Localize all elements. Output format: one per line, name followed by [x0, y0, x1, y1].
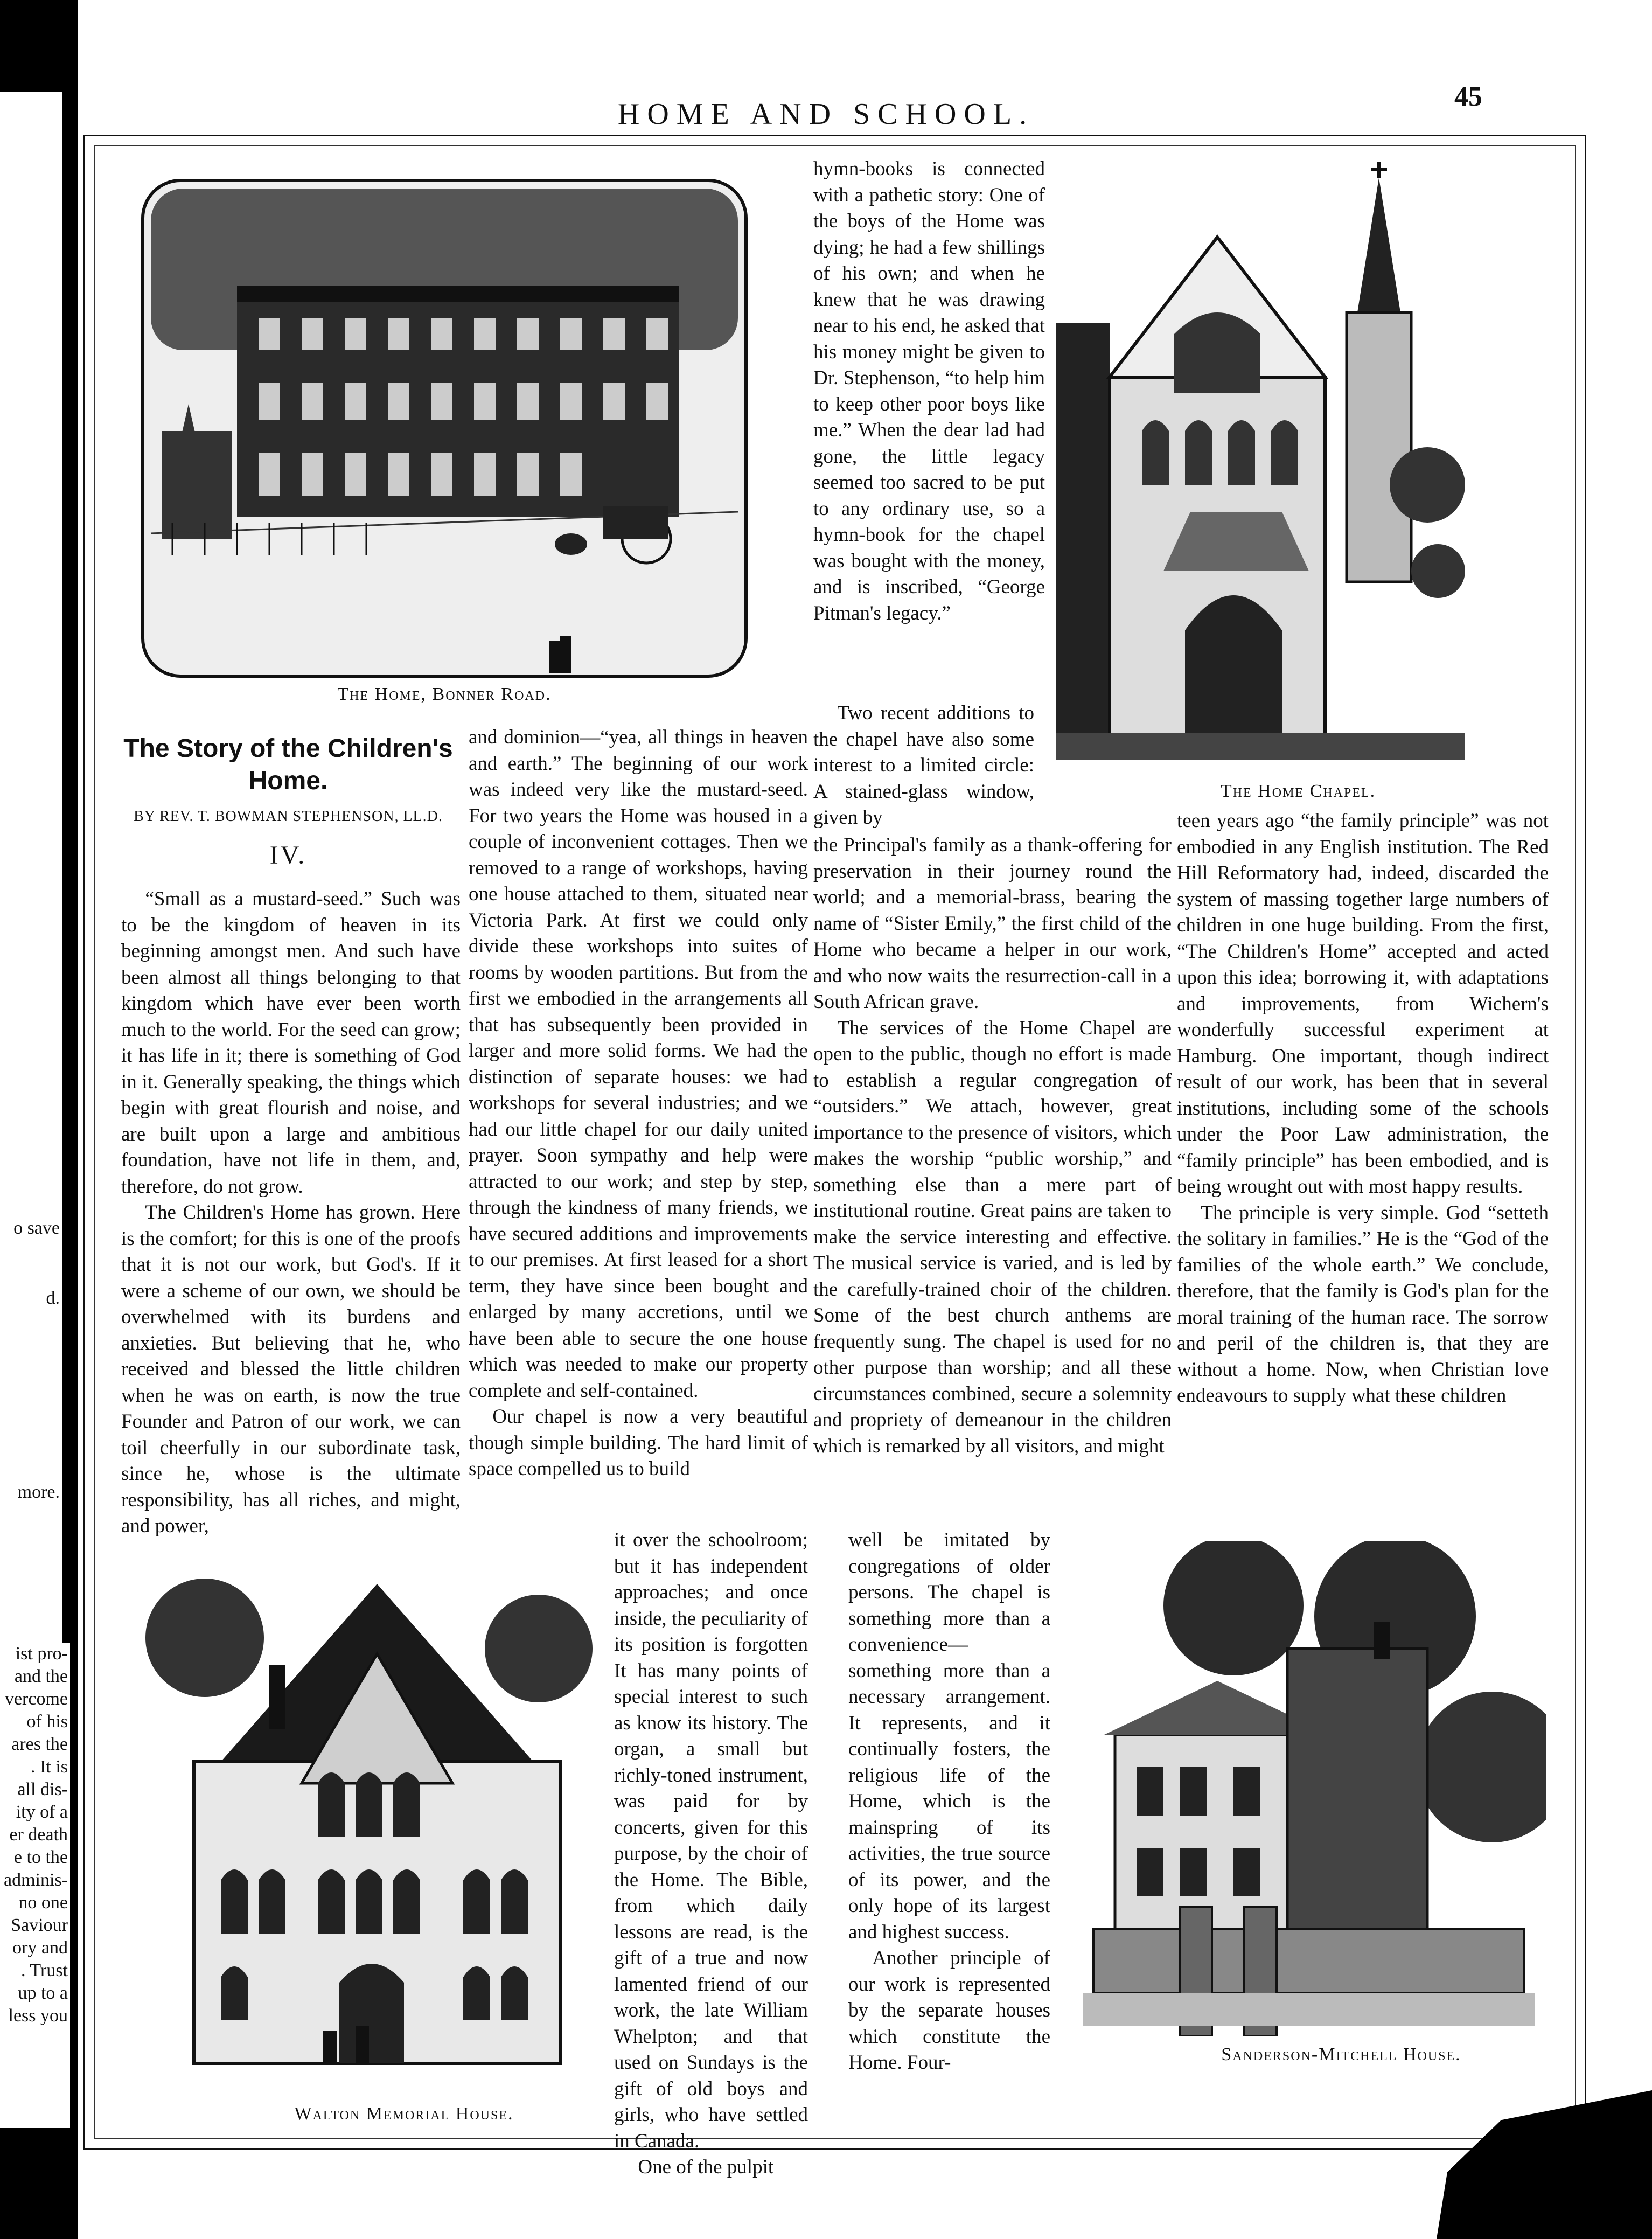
spine-text: Saviour: [11, 1915, 68, 1935]
paragraph: Two recent additions to the chapel have also some interest to a limited circle: A stained-glass window, given by: [813, 702, 1034, 829]
paragraph: The Children's Home has grown. Here is the comfort; for this is one of the proofs that it is not our work, but God's. If it were a scheme of our own, we should be overwhelmed with its burdens and anxieties. But believing that he, who received and blessed the little children when he was on earth, is now the true Founder and Patron of our work, we can toil cheerfully in our subordinate task, since he, whose is the ultimate responsibility, has all riches, and might, and power,: [121, 1201, 461, 1537]
illustration-walton-memorial-house: [140, 1557, 603, 2080]
paragraph: The principle is very simple. God “setteth the solitary in families.” He is the “God of the families of the whole earth.” We conclude, therefore, that the family is God's plan for the moral training of the human race. The sorrow and peril of the children is, that they are without a home. Now, when Christian love endeavours to supply what these children: [1177, 1201, 1549, 1407]
spine-text: er death: [9, 1825, 68, 1845]
caption-home-bonner-road: The Home, Bonner Road.: [337, 684, 552, 704]
paragraph: One of the pulpit: [638, 2156, 774, 2178]
spine-fragment-column: [0, 1643, 70, 2128]
text-column-3b: [813, 700, 1034, 831]
paragraph: Another principle of our work is represented by the separate houses which constitute the Home. Four-: [848, 1947, 1050, 2074]
text-column-2b: [614, 1527, 808, 2181]
spine-text: adminis-: [4, 1870, 68, 1890]
spine-text: o save: [13, 1218, 60, 1238]
text-column-1: [121, 886, 461, 1540]
text-column-3a: [813, 156, 1045, 627]
text-column-2: [469, 725, 808, 1483]
page-number: 45: [1454, 81, 1482, 112]
spine-text: ist pro-: [15, 1644, 68, 1664]
paragraph: well be imitated by congregations of older persons. The chapel is something more than a convenience—something more than a necessary arrangement. It represents, and it continually fosters, the religious life of the Home, which is the mainspring of its activities, the true source of its power, and the only hope of its largest and highest success.: [848, 1529, 1050, 1943]
article-byline: BY REV. T. BOWMAN STEPHENSON, LL.D.: [134, 808, 443, 825]
spine-text: up to a: [18, 1983, 68, 2003]
article-title: The Story of the Children's Home.: [123, 734, 453, 795]
paragraph: it over the schoolroom; but it has independent approaches; and once inside, the peculiarity of its position is forgotten It has many points of special interest to such as know its history. The organ, a small but richly-toned instrument, was paid for by concerts, given for this purpose, by the choir of the Home. The Bible, from which daily lessons are read, is the gift of a true and now lamented friend of our work, the late William Whelpton; and that used on Sundays is the gift of old boys and girls, who have settled in Canada.: [614, 1529, 808, 2152]
illustration-home-chapel: [1056, 162, 1465, 770]
spine-text: . It is: [31, 1757, 68, 1777]
spine-text: ory and: [12, 1938, 68, 1958]
spine-text: and the: [14, 1666, 68, 1686]
running-head: HOME AND SCHOOL.: [617, 98, 1035, 131]
paragraph: The services of the Home Chapel are open to the public, though no effort is made to establish a regular congregation of “outsiders.” We attach, however, great importance to the presence of visitors, which makes the worship “public worship,” and something else than a mere part of institutional routine. Great pains are taken to make the service interesting and effective. The musical service is varied, and is led by the carefully-trained choir of the children. Some of the best church anthems are frequently sung. The chapel is used for no other purpose than worship; and all these circumstances combined, secure a solemnity and propriety of demeanour in the children which is remarked by all visitors, and might: [813, 1017, 1172, 1457]
spine-text: vercome: [4, 1689, 68, 1709]
spine-text: e to the: [13, 1847, 68, 1867]
paragraph: teen years ago “the family principle” was not embodied in any English institution. The Red Hill Reformatory had, indeed, discarded the system of massing together large numbers of children in one huge building. From the first, “The Children's Home” accepted and acted upon this idea; borrowing it, with adaptations and improvements, from Wichern's wonderfully successful experiment at Hamburg. One important, though indirect result of our work, has been that in several institutions, including some of the schools under the Poor Law administration, the “family principle” has been embodied, and is being wrought out with most happy results.: [1177, 810, 1549, 1198]
article-part-number: IV.: [269, 841, 307, 870]
text-column-4: [1177, 808, 1549, 1409]
illustration-sanderson-mitchell-house: [1072, 1541, 1546, 2036]
spine-text: ity of a: [16, 1802, 68, 1822]
spine-text: ares the: [11, 1734, 68, 1754]
caption-sanderson-mitchell-house: Sanderson-Mitchell House.: [1221, 2045, 1461, 2064]
caption-walton-memorial-house: Walton Memorial House.: [294, 2104, 514, 2124]
spine-text: all dis-: [17, 1779, 68, 1799]
paragraph: “Small as a mustard-seed.” Such was to be the kingdom of heaven in its beginning amongst men. And such have been almost all things belonging to that kingdom which have ever been worth much to the world. For the seed can grow; it has life in it; there is something of God in it. Generally speaking, the things which begin with great flourish and noise, and are built upon a large and ambitious foundation, have not life in them, and, therefore, do not grow.: [121, 888, 461, 1198]
spine-text: d.: [46, 1288, 60, 1308]
paragraph: the Principal's family as a thank-offering for preservation in their journey round the world; and a memorial-brass, bearing the name of “Sister Emily,” the first child of the Home who became a helper in our work, and who now waits the resurrection-call in a South African grave.: [813, 834, 1172, 1013]
paragraph: Our chapel is now a very beautiful though simple building. The hard limit of space compelled us to build: [469, 1406, 808, 1480]
illustration-home-bonner-road: [140, 178, 749, 679]
previous-page-edge: [0, 92, 66, 1654]
paragraph: hymn-books is connected with a pathetic story: One of the boys of the Home was dying; he had a few shillings of his own; and when he knew that he was drawing near to his end, he asked that his money might be given to Dr. Stephenson, “to help him to keep other poor boys like me.” When the dear lad had gone, the little legacy seemed too sacred to be put to any ordinary use, so a hymn-book for the chapel was bought with the money, and is inscribed, “George Pitman's legacy.”: [813, 158, 1045, 624]
spine-text: more.: [17, 1482, 60, 1502]
text-column-3d: [848, 1527, 1050, 2076]
paragraph: and dominion—“yea, all things in heaven and earth.” The beginning of our work was indeed very like the mustard-seed. For two years the Home was housed in a couple of inconvenient cottages. Then we removed to a range of workshops, having one house attached to them, situated near Victoria Park. At first we could only divide these workshops into suites of rooms by wooden partitions. But from the first we embodied in the arrangements all that has subsequently been provided in larger and more solid forms. We had the distinction of separate houses: we had workshops for several industries; and we had our little chapel for our daily united prayer. Soon sympathy and help were attracted to our work; and step by step, through the kindness of many friends, we have secured additions and improvements to our premises. At first leased for a short term, they have since been bought and enlarged by many accretions, until we have been able to secure the one house which was needed to make our property complete and self-contained.: [469, 726, 808, 1402]
spine-text: . Trust: [21, 1960, 68, 1980]
spine-text: of his: [26, 1712, 68, 1732]
spine-text: no one: [18, 1893, 68, 1913]
caption-home-chapel: The Home Chapel.: [1220, 781, 1376, 801]
spine-text: less you: [8, 2006, 68, 2026]
text-column-3c: [813, 832, 1172, 1459]
